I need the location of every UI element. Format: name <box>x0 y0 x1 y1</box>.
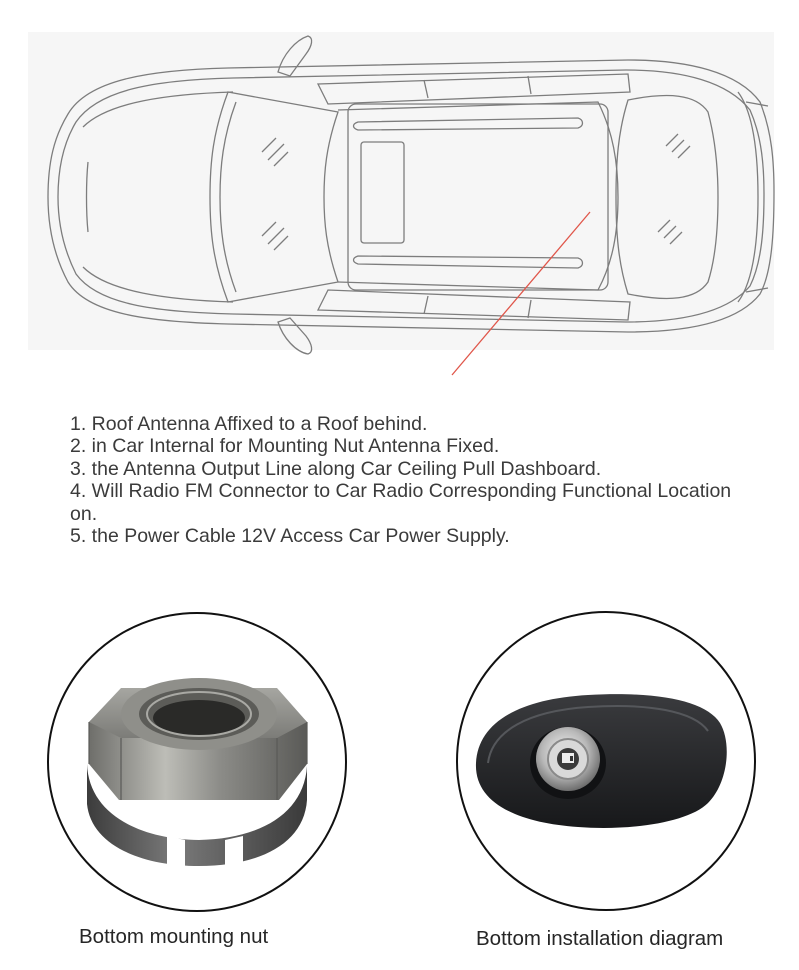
antenna-base-image <box>458 613 754 909</box>
mounting-nut-caption: Bottom mounting nut <box>79 925 269 948</box>
step-1: 1. Roof Antenna Affixed to a Roof behind. <box>70 413 428 435</box>
mounting-nut-image <box>49 614 345 910</box>
step-5: 5. the Power Cable 12V Access Car Power Supply. <box>70 525 510 548</box>
step-4: 4. Will Radio FM Connector to Car Radio Corresponding Functional Location on. <box>70 480 732 525</box>
mounting-nut-photo-frame <box>47 612 347 912</box>
installation-base-photo-frame <box>456 611 756 911</box>
car-top-view-panel <box>28 32 774 350</box>
installation-diagram-caption: Bottom installation diagram <box>476 927 724 950</box>
antenna-cable-line <box>452 212 590 375</box>
step-3: 3. the Antenna Output Line along Car Ceiling Pull Dashboard. <box>70 457 602 480</box>
car-top-view-illustration <box>28 32 774 378</box>
step-2: 2. in Car Internal for Mounting Nut Antenna Fixed. <box>70 435 500 458</box>
installation-steps <box>70 413 760 547</box>
